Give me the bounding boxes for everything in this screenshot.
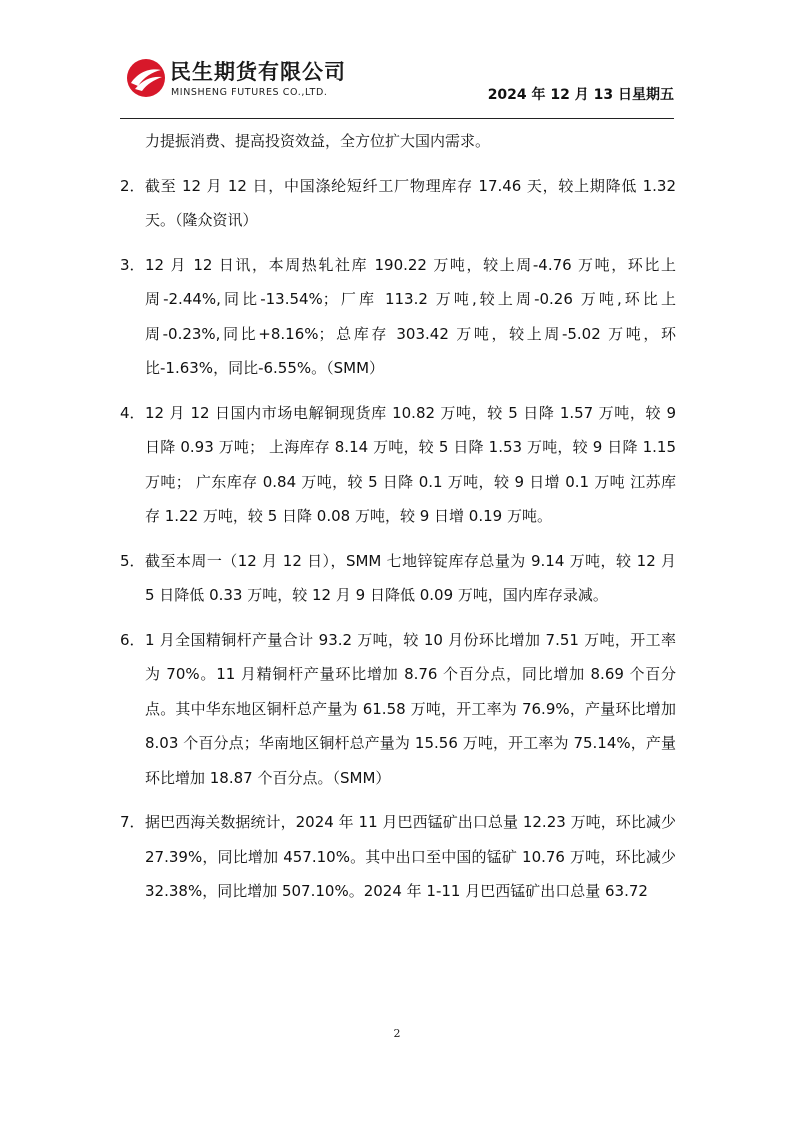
list-item [120,396,676,534]
list-item [120,169,676,238]
list-item-text: 12 月 12 日讯，本周热轧社库 190.22 万吨，较上周-4.76 万吨，环比上周-2.44%,同比-13.54%；厂库 113.2 万吨,较上周-0.26 万吨,环比上周-0.23%,同比+8.16%；总库存 303.42 万吨，较上周-5.02 万吨，环比-1.63%，同比-6.55%。（SMM） [145,255,676,377]
page-number: 2 [393,1027,401,1040]
company-logo [126,56,366,102]
list-item-text: 1 月全国精铜杆产量合计 93.2 万吨，较 10 月份环比增加 7.51 万吨，开工率为 70%。11 月精铜杆产量环比增加 8.76 个百分点，同比增加 8.69 个百分点。其中华东地区铜杆总产量为 61.58 万吨，开工率为 76.9%，产量环比增加 8.03 个百分点；华南地区铜杆总产量为 15.56 万吨，开工率为 75.14%，产量环比增加 18.87 个百分点。（SMM） [145,630,676,787]
header-date: 2024 年 12 月 13 日星期五 [487,87,674,103]
list-item [120,805,676,909]
list-item-number: 3． [120,255,145,274]
document-body [120,124,676,919]
list-item-text: 截至本周一（12 月 12 日），SMM 七地锌锭库存总量为 9.14 万吨，较 12 月 5 日降低 0.33 万吨，较 12 月 9 日降低 0.09 万吨，国内库存录减。 [145,551,676,604]
list-item-number: 5． [120,551,145,570]
list-item-number: 4． [120,403,145,422]
list-item-text: 据巴西海关数据统计，2024 年 11 月巴西锰矿出口总量 12.23 万吨，环比减少 27.39%，同比增加 457.10%。其中出口至中国的锰矿 10.76 万吨，环比减少 32.38%，同比增加 507.10%。2024 年 1-11 月巴西锰矿出口总量 63.72 [145,813,676,900]
minsheng-logo-icon [126,58,166,98]
list-item-text: 截至 12 月 12 日，中国涤纶短纤工厂物理库存 17.46 天，较上期降低 1.32 天。（隆众资讯） [145,176,676,229]
company-name-en: MINSHENG FUTURES CO.,LTD. [171,87,328,98]
list-item-text: 12 月 12 日国内市场电解铜现货库 10.82 万吨，较 5 日降 1.57 万吨，较 9 日降 0.93 万吨； 上海库存 8.14 万吨，较 5 日降 1.53 万吨，较 9 日降 1.15 万吨； 广东库存 0.84 万吨，较 5 日降 0.1 万吨，较 9 日增 0.1 万吨 江苏库存 1.22 万吨，较 5 日降 0.08 万吨，较 9 日增 0.19 万吨。 [145,403,676,525]
paragraph-continuation [120,124,676,159]
list-item [120,248,676,386]
page-header [120,52,674,119]
paragraph-text: 力提振消费、提高投资效益，全方位扩大国内需求。 [145,132,491,150]
company-name-cn: 民生期货有限公司 [170,60,346,84]
list-item-number: 2． [120,176,145,195]
list-item-number: 7． [120,813,145,831]
list-item [120,544,676,613]
list-item-number: 6． [120,630,145,649]
list-item [120,623,676,796]
